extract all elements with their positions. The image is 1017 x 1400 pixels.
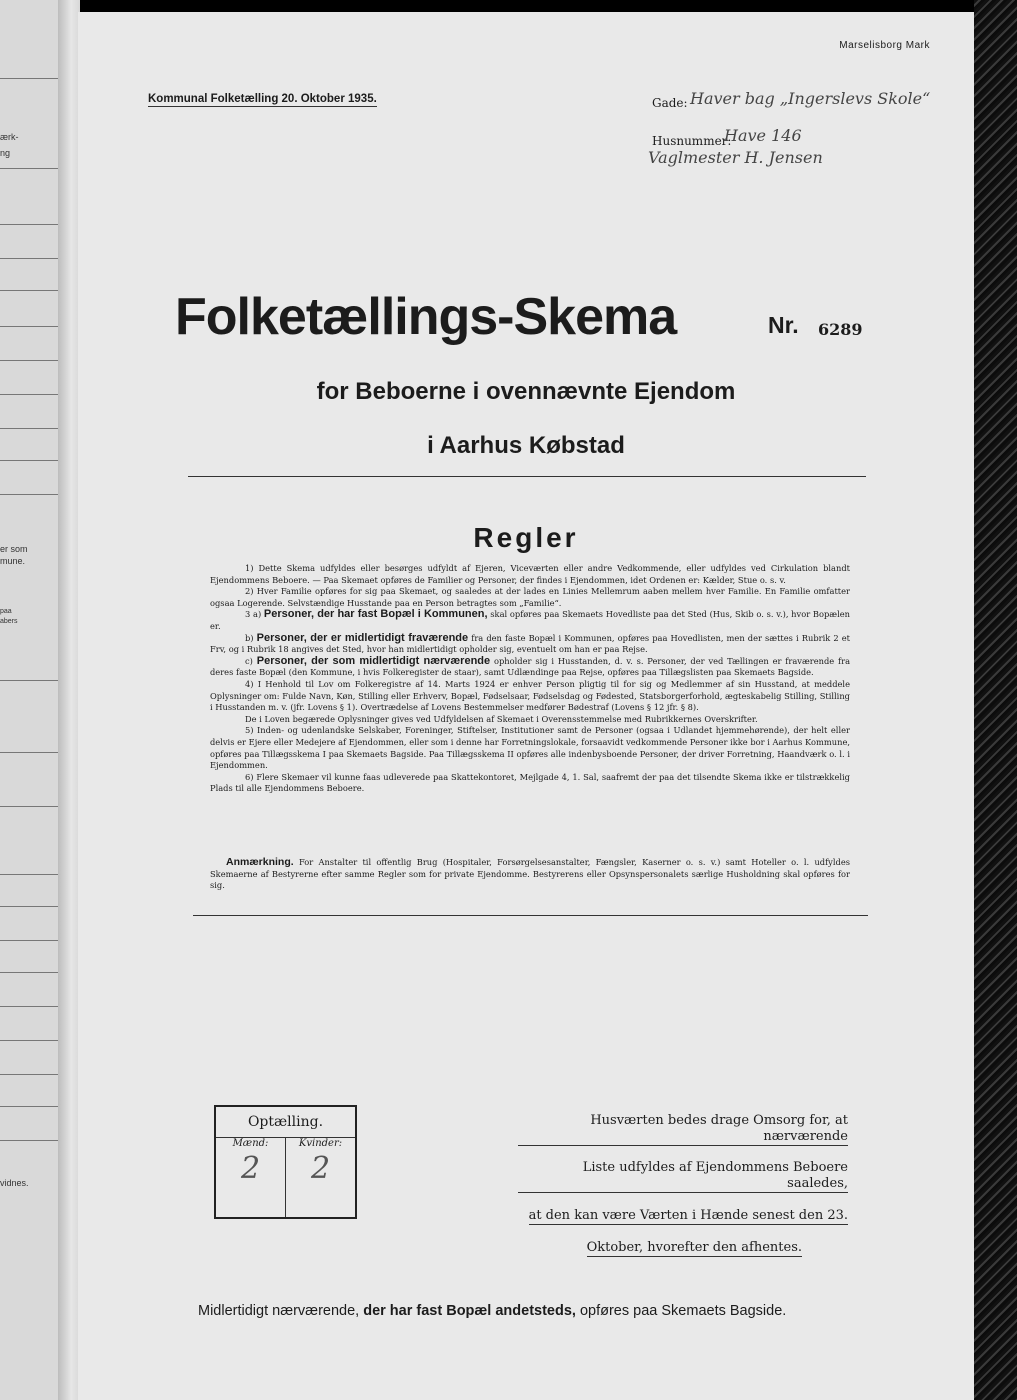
left-rule [0,1006,58,1007]
host-notice-line: Husværten bedes drage Omsorg for, at nærværende [518,1113,848,1146]
rule-3a: 3 a) Personer, der har fast Bopæl i Kommunen, skal opføres paa Skemaets Hovedliste paa det Sted (Hus, Skib o. s. v.), hvor Bopælen er. [210,608,851,631]
tally-box [214,1105,357,1219]
left-rule [0,806,58,807]
left-rule [0,874,58,875]
rule-6: 6) Flere Skemaer vil kunne faas udleverede paa Skattekontoret, Mejlgade 4, 1. Sal, saafremt der paa det tilsendte Skema ikke er tilstrækkelig Plads til alle Ejendommens Beboere. [210,771,850,794]
left-rule [0,360,58,361]
rule-3c: c) Personer, der som midlertidigt nærværende opholder sig i Husstanden, d. v. s. Personer, der ved Tællingen er fraværende fra deres faste Bopæl (den Kommune, i hvis Folkeregister de staar), samt Udlændinge paa Rejse, opføres paa Tillægslisten paa Skemaets Bagside. [210,654,851,678]
rules-text [210,563,850,795]
left-rule [0,460,58,461]
footer-note-start: Midlertidigt nærværende, [198,1303,360,1319]
census-form-page [78,12,974,1400]
book-binding-edge [974,0,1017,1400]
divider [188,476,866,477]
form-title: Folketællings-Skema [175,288,677,346]
left-rule [0,752,58,753]
annotation-text: For Anstalter til offentlig Brug (Hospitaler, Forsørgelsesanstalter, Fængsler, Kaserner o. s. v.) samt Hoteller o. l. udfyldes Skemaerne af Bestyrerne efter samme Regler som for private Ejendomme. Bestyrerens eller Opsynspersonalets særlige Husholdning skal opføres for sig. [210,857,850,891]
form-number-label: Nr. [768,312,799,338]
left-fragment: er som [0,544,28,554]
left-rule [0,394,58,395]
left-rule [0,326,58,327]
rule-3b-emphasis: Personer, der er midlertidigt fraværende [256,631,469,644]
left-fragment: vidnes. [0,1178,29,1188]
left-page-edge [0,0,60,1400]
tally-women-value: 2 [310,1151,331,1186]
location-mark: Marselisborg Mark [839,40,930,51]
street-label: Gade: [652,96,688,110]
left-fragment: mune. [0,556,26,566]
rule-3c-emphasis: Personer, der som midlertidigt nærværende [256,654,491,667]
left-rule [0,940,58,941]
left-rule [0,906,58,907]
rule-3b: b) Personer, der er midlertidigt fraværende fra den faste Bopæl i Kommunen, opføres paa Hovedlisten, men der sættes i Rubrik 2 et Frv, og i Rubrik 18 angives det Sted, hvor han midlertidigt opholder sig, eventuelt om han er paa Rejse. [210,631,850,655]
annotation [210,857,850,892]
house-number-value-handwritten: Have 146 [724,126,802,145]
footer-note-emphasis: der har fast Bopæl andetsteds, [363,1303,576,1319]
house-number-extra-handwritten: Vaglmester H. Jensen [648,148,823,167]
tally-heading: Optælling. [216,1107,355,1138]
left-rule [0,428,58,429]
left-rule [0,1140,58,1141]
left-fragment: paa [0,608,12,615]
rule-1: 1) Dette Skema udfyldes eller besørges udfyldt af Ejeren, Viceværten eller andre Vedkommende, eller udfyldes ved Cirkulation blandt Ejendommens Beboere. — Paa Skemaet opføres de Familier og Personer, der findes i Ejendommen, idet Ordenen er: Kælder, Stue o. s. v. [210,563,850,585]
left-rule [0,1106,58,1107]
rule-2: 2) Hver Familie opføres for sig paa Skemaet, og saaledes at der lades en Linies Mellemrum aaben mellem hver Familie. En Familie omfatter ogsaa Logerende. Selvstændige Husstande paa en Person betragtes som „Familie“. [210,586,850,608]
left-rule [0,1040,58,1041]
rule-4b: De i Loven begærede Oplysninger gives ved Udfyldelsen af Skemaet i Overensstemmelse med Rubrikkernes Overskrifter. [245,713,758,724]
divider [193,915,868,916]
footer-note [198,1303,786,1319]
left-rule [0,494,58,495]
page-gutter [58,0,80,1400]
tally-women [286,1138,355,1217]
form-subtitle-city: i Aarhus Købstad [427,432,625,459]
rule-5: 5) Inden- og udenlandske Selskaber, Foreninger, Stiftelser, Institutioner samt de Personer (ogsaa i Udlandet hjemmehørende), der helt eller delvis er Ejere eller Medejere af Ejendommen, eller som i denne har Forretningslokale, forsaavidt vedkommende Personer ikke bor i Aarhus Kommune, opføres paa Tillægsskema I paa Skemaets Bagside. Paa Tillægsskema II opføres alle indenbysboende Personer, der driver Forretning, Haandværk o. l. i Ejendommen. [210,725,850,771]
annotation-label: Anmærkning. [226,856,294,868]
tally-men-label: Mænd: [232,1138,269,1149]
host-notice-line: Oktober, hvorefter den afhentes. [586,1240,802,1255]
host-notice [518,1106,848,1264]
rule-4: 4) I Henhold til Lov om Folkeregistre af 14. Marts 1924 er enhver Person pligtig til for sig og Medlemmer af sin Husstand, at meddele Oplysninger om: Fulde Navn, Køn, Stilling eller Erhverv, Bopæl, Fødselsaar, Fødselsdag og Fødested, Statsborgerforhold, ægteskabelig Stilling, Stilling i Husstanden m. v. (jfr. Lovens § 1). Overtrædelse af Lovens Bestemmelser medfører Bødestraf (Lovens § 12 jfr. § 8). [210,678,850,713]
left-rule [0,290,58,291]
census-date: Kommunal Folketælling 20. Oktober 1935. [148,93,377,105]
left-rule [0,1074,58,1075]
left-fragment: abers [0,618,18,625]
form-subtitle: for Beboerne i ovennævnte Ejendom [316,378,736,405]
host-notice-line: Liste udfyldes af Ejendommens Beboere saaledes, [518,1160,848,1193]
left-fragment: ærk- [0,132,19,142]
rule-3a-emphasis: Personer, der har fast Bopæl i Kommunen, [263,608,488,621]
tally-men-value: 2 [240,1151,261,1186]
tally-men [216,1138,286,1217]
left-rule [0,680,58,681]
tally-women-label: Kvinder: [298,1138,343,1149]
left-fragment: ng [0,148,11,158]
host-notice-line: at den kan være Værten i Hænde senest den 23. [528,1208,848,1223]
form-number: 6289 [818,320,863,339]
street-value-handwritten: Haver bag „Ingerslevs Skole“ [690,89,931,108]
left-rule [0,258,58,259]
rules-heading: Regler [473,522,579,553]
left-rule [0,78,58,79]
footer-note-end: opføres paa Skemaets Bagside. [579,1303,787,1319]
house-number-label: Husnummer: [652,134,732,148]
left-rule [0,224,58,225]
left-rule [0,168,58,169]
left-rule [0,972,58,973]
